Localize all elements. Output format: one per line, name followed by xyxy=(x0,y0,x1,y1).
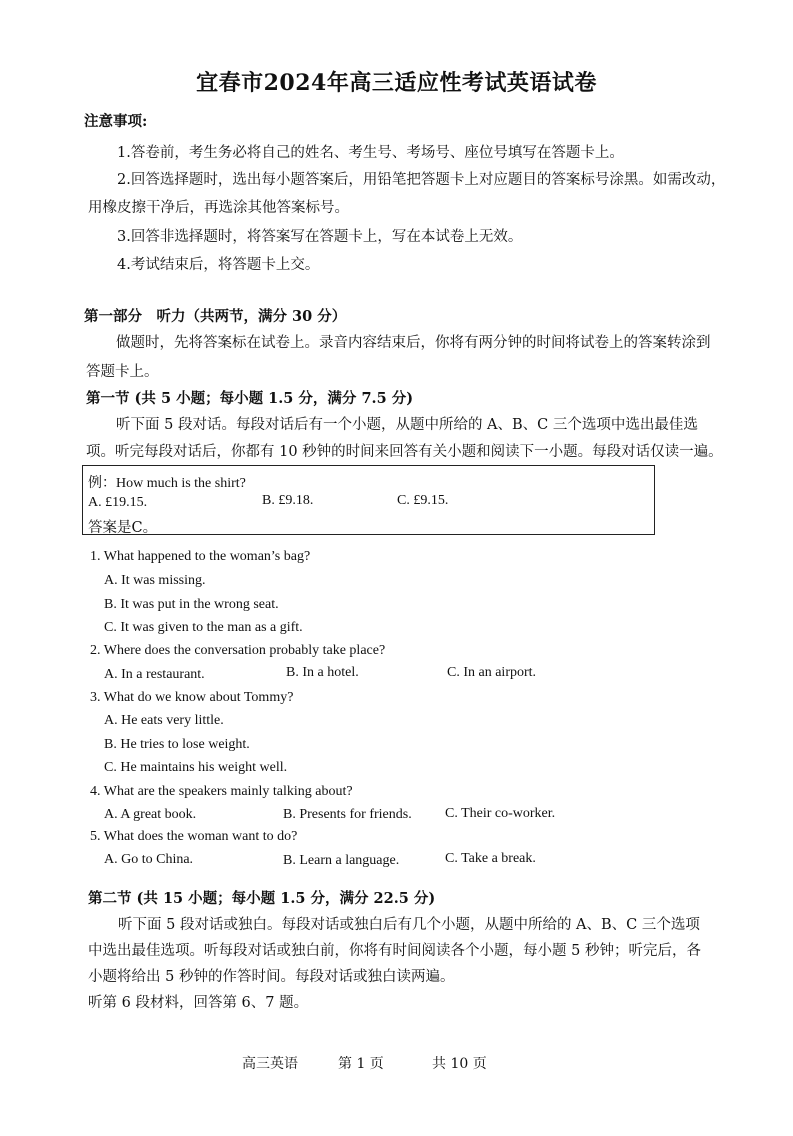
footer-total-pages: 共 10 页 xyxy=(432,1056,487,1072)
example-answer: 答案是C。 xyxy=(88,520,158,536)
section1-heading: 第一节 (共 5 小题；每小题 1.5 分，满分 7.5 分) xyxy=(86,390,414,407)
footer-page-number: 第 1 页 xyxy=(338,1056,384,1072)
question-4-option-b: B. Presents for friends. xyxy=(283,807,412,822)
question-2-stem: 2. Where does the conversation probably take place? xyxy=(90,643,386,658)
notice-item-4: 4.考试结束后，将答题卡上交。 xyxy=(117,257,320,273)
question-2-option-a: A. In a restaurant. xyxy=(104,667,205,682)
question-5-stem: 5. What does the woman want to do? xyxy=(90,829,298,844)
question-3-option-a: A. He eats very little. xyxy=(104,713,224,728)
example-question: 例：How much is the shirt? xyxy=(88,476,246,491)
section2-instruction-line-2: 中选出最佳选项。听每段对话或独白前，你将有时间阅读各个小题，每小题 5 秒钟；听完后，各 xyxy=(88,943,701,959)
question-2-option-b: B. In a hotel. xyxy=(286,665,359,680)
section1-instruction-line-1: 听下面 5 段对话。每段对话后有一个小题，从题中所给的 A、B、C 三个选项中选出最佳选 xyxy=(116,417,698,433)
example-option-a: A. £19.15. xyxy=(88,495,148,510)
question-4-option-a: A. A great book. xyxy=(104,807,197,822)
question-3-option-b: B. He tries to lose weight. xyxy=(104,737,250,752)
notice-item-2-line-1: 2.回答选择题时，选出每小题答案后，用铅笔把答题卡上对应题目的答案标号涂黑。如需改动， xyxy=(117,172,726,188)
page-title: 宜春市2024年高三适应性考试英语试卷 xyxy=(196,70,597,96)
section2-instruction-line-1: 听下面 5 段对话或独白。每段对话或独白后有几个小题，从题中所给的 A、B、C 三个选项 xyxy=(118,917,700,933)
example-option-b: B. £9.18. xyxy=(262,493,314,508)
example-option-c: C. £9.15. xyxy=(397,493,449,508)
question-3-option-c: C. He maintains his weight well. xyxy=(104,760,288,775)
section2-sub-instruction: 听第 6 段材料，回答第 6、7 题。 xyxy=(88,995,309,1011)
question-4-stem: 4. What are the speakers mainly talking about? xyxy=(90,784,353,799)
notice-item-3: 3.回答非选择题时，将答案写在答题卡上，写在本试卷上无效。 xyxy=(117,229,523,245)
notice-item-1: 1.答卷前，考生务必将自己的姓名、考生号、考场号、座位号填写在答题卡上。 xyxy=(117,145,624,161)
question-1-option-c: C. It was given to the man as a gift. xyxy=(104,620,303,635)
part1-heading: 第一部分 听力（共两节，满分 30 分） xyxy=(84,308,347,325)
question-5-option-c: C. Take a break. xyxy=(445,851,536,866)
question-1-option-a: A. It was missing. xyxy=(104,573,206,588)
notice-heading: 注意事项: xyxy=(84,113,148,130)
question-1-option-b: B. It was put in the wrong seat. xyxy=(104,597,279,612)
section2-instruction-line-3: 小题将给出 5 秒钟的作答时间。每段对话或独白读两遍。 xyxy=(88,969,455,985)
question-4-option-c: C. Their co-worker. xyxy=(445,806,556,821)
section1-instruction-line-2: 项。听完每段对话后，你都有 10 秒钟的时间来回答有关小题和阅读下一小题。每段对话仅读一遍。 xyxy=(86,444,723,460)
notice-item-2-line-2: 用橡皮擦干净后，再选涂其他答案标号。 xyxy=(88,200,349,216)
question-1-stem: 1. What happened to the woman’s bag? xyxy=(90,549,311,564)
footer-subject: 高三英语 xyxy=(242,1056,298,1072)
part1-instruction-line-2: 答题卡上。 xyxy=(86,364,159,380)
question-3-stem: 3. What do we know about Tommy? xyxy=(90,690,294,705)
part1-instruction-line-1: 做题时，先将答案标在试卷上。录音内容结束后，你将有两分钟的时间将试卷上的答案转涂到 xyxy=(116,335,711,351)
question-5-option-b: B. Learn a language. xyxy=(283,853,400,868)
section2-heading: 第二节 (共 15 小题；每小题 1.5 分，满分 22.5 分) xyxy=(88,890,436,907)
question-5-option-a: A. Go to China. xyxy=(104,852,194,867)
question-2-option-c: C. In an airport. xyxy=(447,665,537,680)
